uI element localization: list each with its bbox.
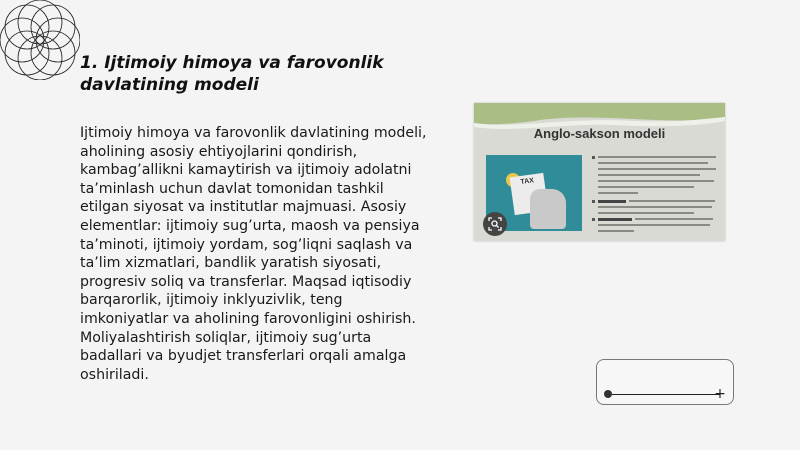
bullet-text-line <box>598 218 632 221</box>
bullet-text-line <box>629 200 715 202</box>
slide-body-text: Ijtimoiy himoya va farovonlik davlatining modeli, aholining asosiy ehtiyojlarini qondirish, kambag’allikni kamaytirish va ijtimoiy adolatni ta’minlash uchun davlat tomonidan tashkil etilgan siyosat va institutlar majmuasi. Asosiy elementlar: ijtimoiy sug’urta, maosh va pensiya ta’minoti, ijtimoiy yordam, sog’liqni saqlash va ta’lim xizmatlari, bandlik yaratish siyosati, progresiv soliq va transferlar. Maqsad iqtisodiy barqarorlik, ijtimoiy inklyuzivlik, teng imkoniyatlar va aholining farovonligini oshirish. Moliyalashtirish soliqlar, ijtimoiy sug’urta badallari va byudjet transferlari orqali amalga oshiriladi. <box>80 125 427 383</box>
bullet-marker <box>592 156 595 159</box>
plus-icon[interactable]: + <box>714 386 726 402</box>
slider-track[interactable] <box>608 394 720 395</box>
bullet-text-line <box>635 218 713 220</box>
bullet-text-line <box>598 192 638 194</box>
bullet-text-line <box>598 224 710 226</box>
slide-thumbnail[interactable] <box>474 103 725 241</box>
bullet-text-line <box>598 180 714 182</box>
bullet-text-line <box>598 174 700 176</box>
bullet-text-line <box>598 168 716 170</box>
bullet-text-line <box>598 186 694 188</box>
slide-title: 1. Ijtimoiy himoya va farovonlik davlatining modeli <box>80 53 384 95</box>
bullet-text-line <box>598 230 634 232</box>
thumbnail-title: Anglo-sakson modeli <box>533 126 666 141</box>
bullet-text-line <box>598 162 708 164</box>
tax-document-label: TAX <box>510 173 549 215</box>
bullet-text-line <box>598 156 716 158</box>
bullet-marker <box>592 218 595 221</box>
lens-search-icon <box>488 217 502 231</box>
bullet-text-line <box>598 212 694 214</box>
dot-icon[interactable] <box>604 390 612 398</box>
bullet-text-line <box>598 200 626 203</box>
lens-search-button[interactable] <box>483 212 507 236</box>
bullet-text-line <box>598 206 712 208</box>
hand-shape <box>530 189 566 229</box>
spirograph-decoration-icon <box>0 0 80 80</box>
bullet-marker <box>592 200 595 203</box>
